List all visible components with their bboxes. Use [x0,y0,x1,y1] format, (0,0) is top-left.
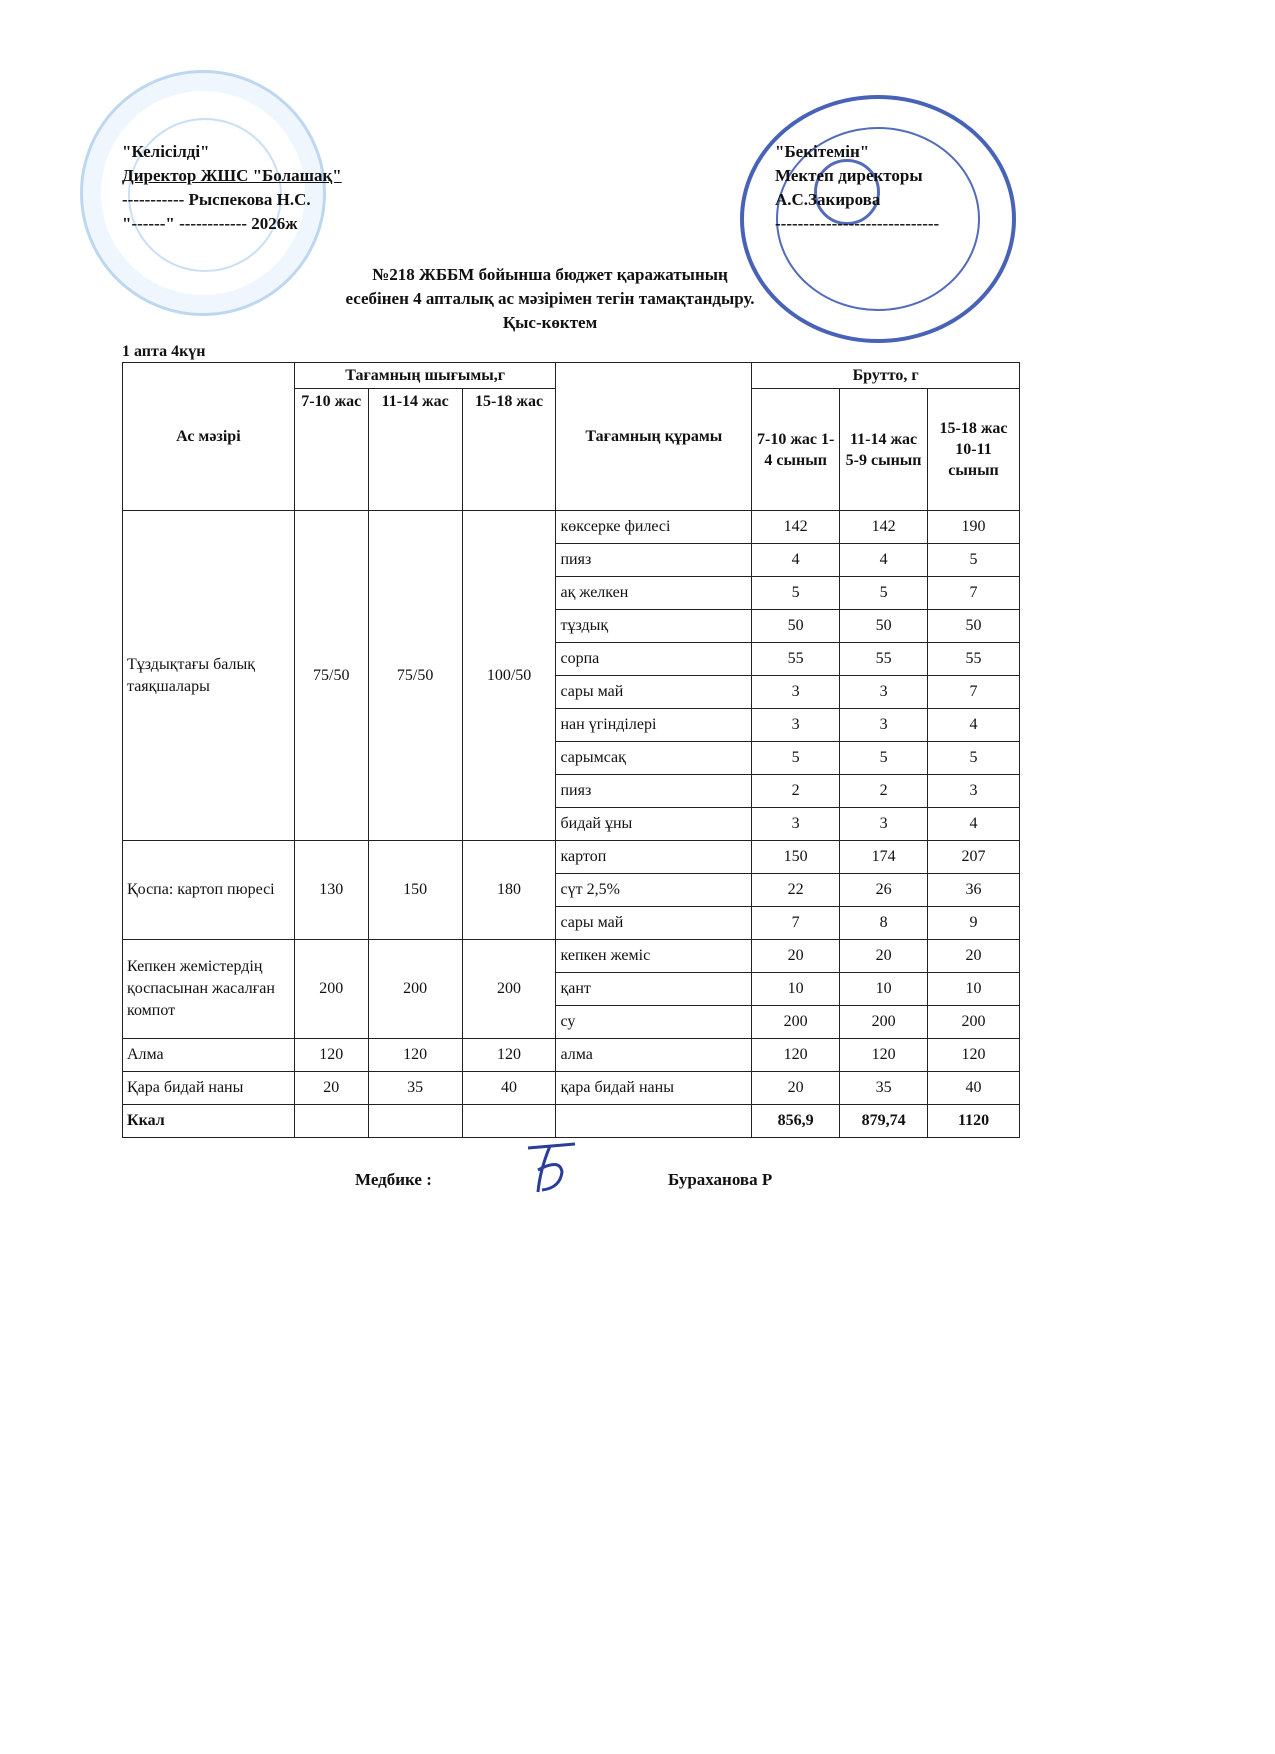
dish-yield-3: 200 [462,940,556,1039]
header-yield-age-3: 15-18 жас [462,389,556,511]
approved-block [775,140,939,236]
brutto-value-1: 4 [752,544,840,577]
ingredient-name: көксерке филесі [556,511,752,544]
dish-yield-1: 75/50 [294,511,368,841]
brutto-value-2: 174 [840,841,928,874]
dish-name: Алма [123,1039,295,1072]
header-brutto: Брутто, г [752,363,1020,389]
brutto-value-2: 55 [840,643,928,676]
dish-yield-1: 200 [294,940,368,1039]
ingredient-name: қара бидай наны [556,1072,752,1105]
ingredient-name: сүт 2,5% [556,874,752,907]
header-brutto-age-1: 7-10 жас 1-4 сынып [752,389,840,511]
brutto-value-3: 207 [928,841,1020,874]
nurse-name: Бураханова Р [668,1170,773,1189]
brutto-value-2: 3 [840,808,928,841]
dish-yield-3: 100/50 [462,511,556,841]
dish-yield-2: 200 [368,940,462,1039]
ingredient-name: картоп [556,841,752,874]
ingredient-name: су [556,1006,752,1039]
agreed-heading: "Келісілді" [122,142,210,161]
dish-yield-1: 130 [294,841,368,940]
ingredient-name: ақ желкен [556,577,752,610]
brutto-value-1: 3 [752,676,840,709]
brutto-value-1: 55 [752,643,840,676]
brutto-value-3: 20 [928,940,1020,973]
header-yield-age-2: 11-14 жас [368,389,462,511]
header-yield-age-1: 7-10 жас [294,389,368,511]
total-value-2: 879,74 [840,1105,928,1138]
table-row [123,940,1020,973]
ingredient-name: сары май [556,676,752,709]
header-composition: Тағамның құрамы [556,363,752,511]
brutto-value-1: 5 [752,742,840,775]
dish-name: Тұздықтағы балық таяқшалары [123,511,295,841]
ingredient-name: сарымсақ [556,742,752,775]
brutto-value-3: 200 [928,1006,1020,1039]
agreed-block [122,140,342,236]
document-title [200,263,900,335]
dish-yield-3: 180 [462,841,556,940]
brutto-value-1: 200 [752,1006,840,1039]
brutto-value-3: 9 [928,907,1020,940]
brutto-value-2: 200 [840,1006,928,1039]
brutto-value-2: 120 [840,1039,928,1072]
dish-yield-2: 150 [368,841,462,940]
menu-table-body [123,511,1020,1105]
table-row [123,1072,1020,1105]
ingredient-name: сорпа [556,643,752,676]
brutto-value-2: 4 [840,544,928,577]
header-brutto-age-3: 15-18 жас 10-11 сынып [928,389,1020,511]
dish-name: Кепкен жемістердің қоспасынан жасалған компот [123,940,295,1039]
brutto-value-3: 10 [928,973,1020,1006]
brutto-value-3: 5 [928,742,1020,775]
brutto-value-1: 150 [752,841,840,874]
dish-name: Қара бидай наны [123,1072,295,1105]
brutto-value-1: 5 [752,577,840,610]
brutto-value-2: 3 [840,676,928,709]
brutto-value-3: 50 [928,610,1020,643]
dish-yield-2: 35 [368,1072,462,1105]
brutto-value-2: 3 [840,709,928,742]
agreed-name: ----------- Рыспекова Н.С. [122,190,311,209]
title-line-3: Қыс-көктем [502,313,598,332]
brutto-value-1: 3 [752,808,840,841]
ingredient-name: тұздық [556,610,752,643]
menu-table [122,362,1020,1138]
approved-heading: "Бекітемін" [775,142,870,161]
agreed-date: "------" ------------ 2026ж [122,214,298,233]
brutto-value-3: 4 [928,808,1020,841]
dish-name: Қоспа: картоп пюресі [123,841,295,940]
brutto-value-1: 20 [752,1072,840,1105]
brutto-value-1: 2 [752,775,840,808]
ingredient-name: пияз [556,544,752,577]
brutto-value-3: 3 [928,775,1020,808]
dish-yield-3: 40 [462,1072,556,1105]
ingredient-name: кепкен жеміс [556,940,752,973]
brutto-value-2: 2 [840,775,928,808]
brutto-value-3: 4 [928,709,1020,742]
title-line-2: есебінен 4 апталық ас мәзірімен тегін тамақтандыру. [345,289,755,308]
brutto-value-2: 20 [840,940,928,973]
ingredient-name: нан үгінділері [556,709,752,742]
table-row [123,511,1020,544]
brutto-value-3: 36 [928,874,1020,907]
approved-signature-line: ----------------------------- [775,214,940,233]
brutto-value-1: 20 [752,940,840,973]
total-value-1: 856,9 [752,1105,840,1138]
ingredient-name: бидай ұны [556,808,752,841]
brutto-value-2: 10 [840,973,928,1006]
header-yield: Тағамның шығымы,г [294,363,556,389]
table-row [123,841,1020,874]
dish-yield-2: 120 [368,1039,462,1072]
ingredient-name: сары май [556,907,752,940]
header-menu: Ас мәзірі [123,363,295,511]
brutto-value-2: 35 [840,1072,928,1105]
ingredient-name: пияз [556,775,752,808]
brutto-value-2: 142 [840,511,928,544]
total-value-3: 1120 [928,1105,1020,1138]
brutto-value-3: 5 [928,544,1020,577]
title-line-1: №218 ЖББМ бойынша бюджет қаражатының [372,265,728,284]
total-row [123,1105,1020,1138]
brutto-value-3: 40 [928,1072,1020,1105]
table-row [123,1039,1020,1072]
brutto-value-3: 190 [928,511,1020,544]
brutto-value-1: 7 [752,907,840,940]
brutto-value-2: 5 [840,742,928,775]
brutto-value-2: 50 [840,610,928,643]
agreed-position: Директор ЖШС "Болашақ" [122,166,342,185]
nurse-label: Медбике : [355,1170,432,1189]
ingredient-name: алма [556,1039,752,1072]
brutto-value-1: 10 [752,973,840,1006]
brutto-value-1: 50 [752,610,840,643]
brutto-value-3: 120 [928,1039,1020,1072]
brutto-value-3: 7 [928,676,1020,709]
brutto-value-2: 5 [840,577,928,610]
brutto-value-1: 120 [752,1039,840,1072]
brutto-value-3: 55 [928,643,1020,676]
dish-yield-3: 120 [462,1039,556,1072]
approved-position: Мектеп директоры [775,166,923,185]
brutto-value-3: 7 [928,577,1020,610]
week-day-label: 1 апта 4күн [122,343,206,360]
brutto-value-2: 26 [840,874,928,907]
brutto-value-1: 142 [752,511,840,544]
brutto-value-1: 22 [752,874,840,907]
dish-yield-1: 20 [294,1072,368,1105]
dish-yield-2: 75/50 [368,511,462,841]
ingredient-name: қант [556,973,752,1006]
total-label: Ккал [123,1105,295,1138]
brutto-value-2: 8 [840,907,928,940]
nurse-signature-icon [520,1140,590,1200]
dish-yield-1: 120 [294,1039,368,1072]
brutto-value-1: 3 [752,709,840,742]
approved-name: А.С.Закирова [775,190,881,209]
header-brutto-age-2: 11-14 жас 5-9 сынып [840,389,928,511]
